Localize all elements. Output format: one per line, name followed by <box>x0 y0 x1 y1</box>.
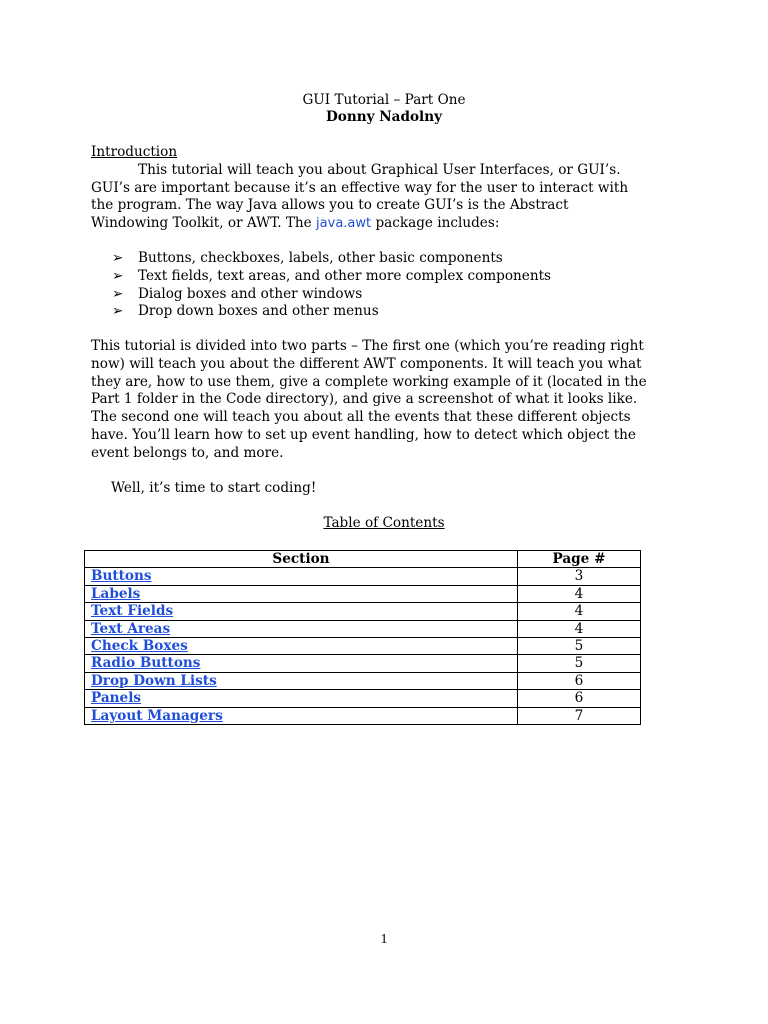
list-item <box>112 250 551 268</box>
intro-line: the program. The way Java allows you to create GUI’s is the Abstract <box>91 197 569 214</box>
toc-link-labels[interactable]: Labels <box>85 585 518 602</box>
paragraph-line: they are, how to use them, give a complete working example of it (located in the <box>91 373 647 390</box>
paragraph-line: have. You’ll learn how to set up event handling, how to detect which object the <box>91 426 636 443</box>
section-column-header: Section <box>85 551 518 568</box>
table-of-contents <box>84 550 641 725</box>
toc-link-drop-down-lists[interactable]: Drop Down Lists <box>85 672 518 689</box>
toc-link-text-areas[interactable]: Text Areas <box>85 620 518 637</box>
toc-link-radio-buttons[interactable]: Radio Buttons <box>85 655 518 672</box>
table-row <box>85 620 641 637</box>
arrow-bullet-icon: ➢ <box>112 303 124 320</box>
table-row <box>85 585 641 602</box>
document-header <box>0 92 768 126</box>
toc-link-check-boxes[interactable]: Check Boxes <box>85 638 518 655</box>
page-number-cell: 4 <box>518 620 641 637</box>
author-name: Donny Nadolny <box>325 109 442 125</box>
intro-text: This tutorial will teach you about Graphical User Interfaces, or GUI’s. <box>138 161 621 178</box>
intro-text: Windowing Toolkit, or AWT. The <box>91 215 317 232</box>
toc-link-panels[interactable]: Panels <box>85 690 518 707</box>
toc-link-text-fields[interactable]: Text Fields <box>85 603 518 620</box>
page-number-cell: 6 <box>518 690 641 707</box>
page-column-header: Page # <box>518 551 641 568</box>
page-number-cell: 7 <box>518 707 641 724</box>
paragraph-line: The second one will teach you about all the events that these different objects <box>91 409 631 426</box>
introduction-heading: Introduction <box>91 144 178 160</box>
introduction-section <box>91 144 691 233</box>
paragraph-line: now) will teach you about the different AWT components. It will teach you what <box>91 355 642 372</box>
overview-paragraph <box>91 338 691 463</box>
page-number-cell: 3 <box>518 568 641 585</box>
arrow-bullet-icon: ➢ <box>112 267 124 284</box>
list-item <box>112 286 551 304</box>
toc-link-buttons[interactable]: Buttons <box>85 568 518 585</box>
page-number-cell: 5 <box>518 638 641 655</box>
package-name: java.awt <box>316 216 372 232</box>
table-row <box>85 638 641 655</box>
arrow-bullet-icon: ➢ <box>112 250 124 266</box>
closing-text: Well, it’s time to start coding! <box>111 480 317 496</box>
page-number-cell: 4 <box>518 603 641 620</box>
arrow-bullet-icon: ➢ <box>112 285 124 302</box>
list-item <box>112 303 551 321</box>
page-number: 1 <box>380 932 388 947</box>
table-row <box>85 707 641 724</box>
page-number-cell: 4 <box>518 585 641 602</box>
intro-line <box>91 162 691 180</box>
closing-line <box>91 480 691 498</box>
table-row <box>85 568 641 585</box>
toc-header-row <box>85 551 641 568</box>
intro-text: package includes: <box>371 215 500 232</box>
toc-link-layout-managers[interactable]: Layout Managers <box>85 707 518 724</box>
page-number-cell: 6 <box>518 672 641 689</box>
paragraph-line: Part 1 folder in the Code directory), and give a screenshot of what it looks like. <box>91 391 638 408</box>
document-title: GUI Tutorial – Part One <box>302 92 466 108</box>
table-row <box>85 603 641 620</box>
list-item-text: Buttons, checkboxes, labels, other basic components <box>138 250 503 266</box>
list-item-text: Text fields, text areas, and other more complex components <box>138 267 552 284</box>
paragraph-line: This tutorial is divided into two parts – The first one (which you’re reading right <box>91 338 644 354</box>
table-row <box>85 690 641 707</box>
list-item <box>112 268 551 286</box>
list-item-text: Drop down boxes and other menus <box>138 303 379 320</box>
table-row <box>85 672 641 689</box>
toc-title-text: Table of Contents <box>323 515 445 531</box>
page-number-cell: 5 <box>518 655 641 672</box>
package-contents-list <box>112 250 551 321</box>
paragraph-line: event belongs to, and more. <box>91 444 284 461</box>
intro-line <box>91 215 691 233</box>
intro-line: GUI’s are important because it’s an effective way for the user to interact with <box>91 179 629 196</box>
toc-title <box>0 515 768 531</box>
list-item-text: Dialog boxes and other windows <box>138 285 363 302</box>
table-row <box>85 655 641 672</box>
